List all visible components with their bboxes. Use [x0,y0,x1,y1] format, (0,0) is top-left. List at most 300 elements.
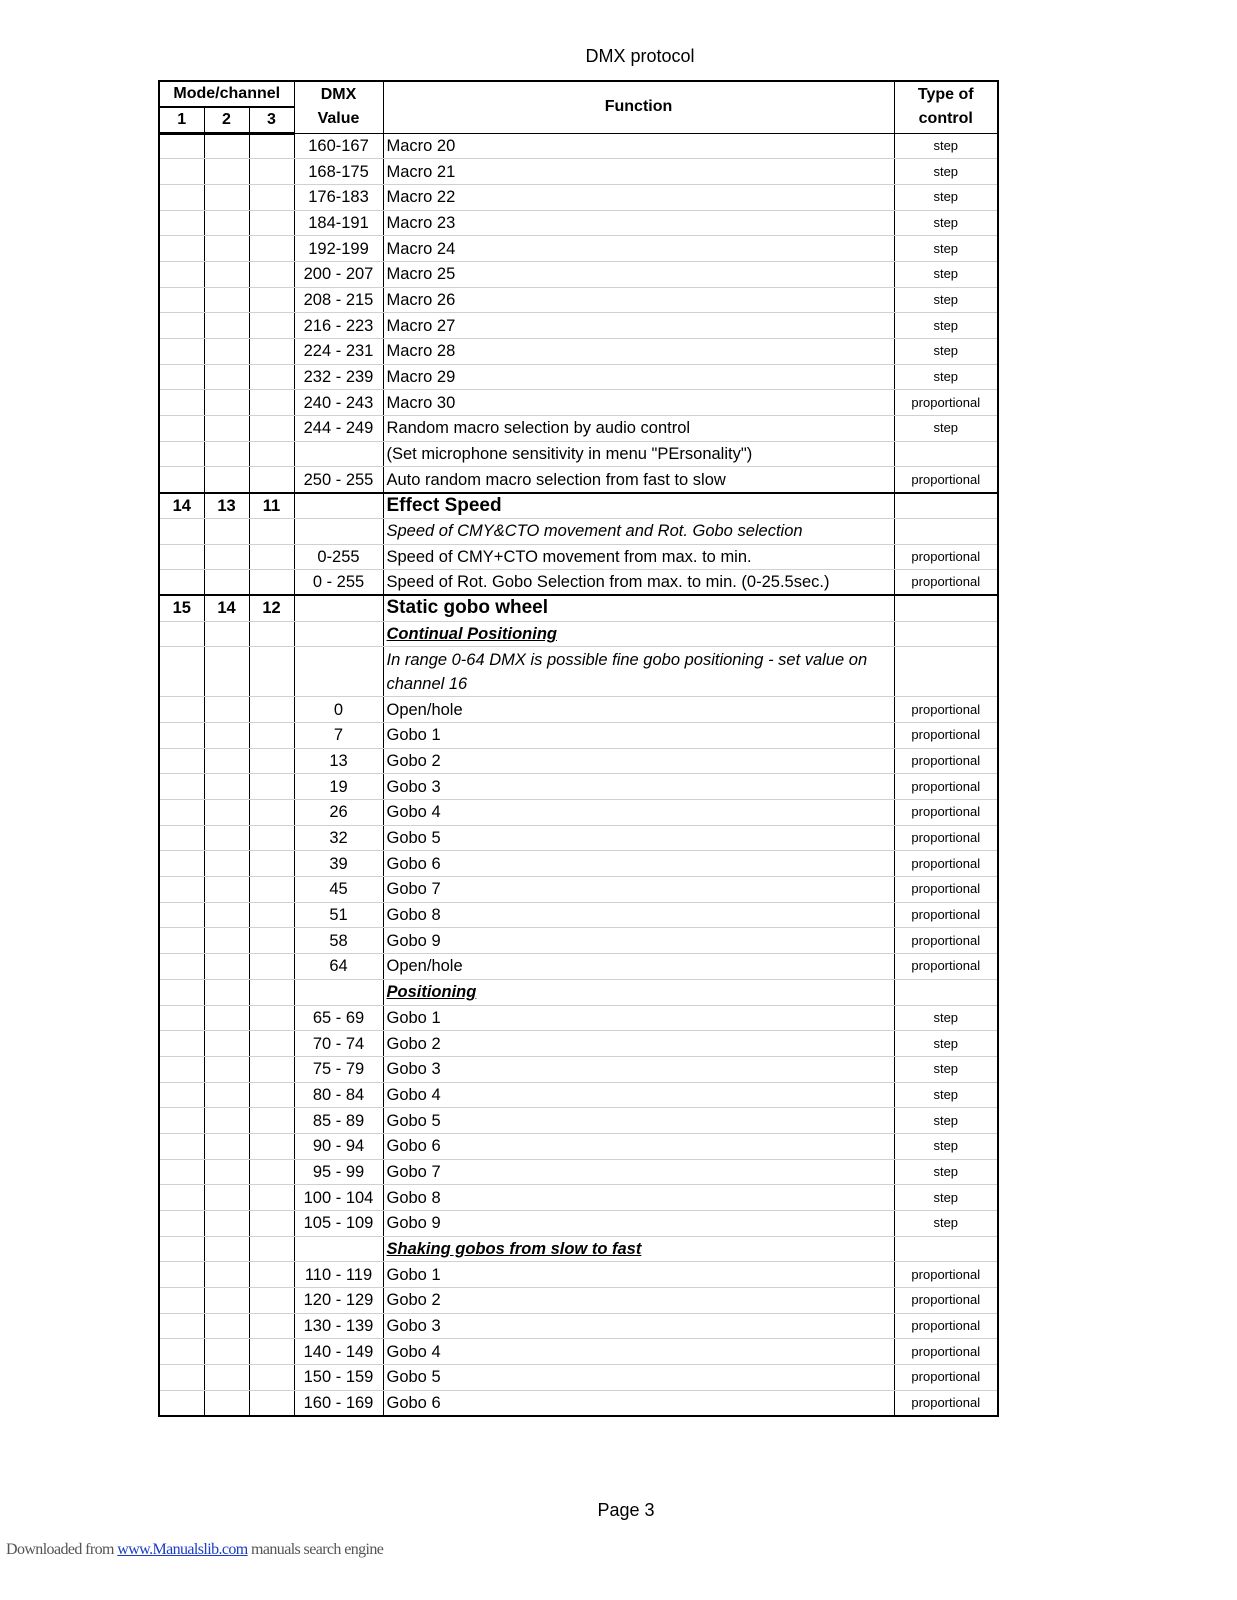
dmx-value-cell: 45 [294,877,383,903]
mode-3-cell [249,544,294,570]
dmx-value-cell: 39 [294,851,383,877]
function-cell: Speed of Rot. Gobo Selection from max. to min. (0-25.5sec.) [383,570,894,596]
dmx-value-cell: 90 - 94 [294,1133,383,1159]
manualslib-link[interactable]: www.Manualslib.com [117,1541,248,1558]
type-header-line2: control [918,110,973,128]
function-cell: Gobo 3 [383,1056,894,1082]
table-row [159,748,998,774]
type-of-control-cell: step [894,313,998,339]
mode-3-cell [249,800,294,826]
type-of-control-cell: step [894,210,998,236]
mode-2-cell [204,570,249,596]
type-of-control-cell: step [894,1031,998,1057]
type-of-control-cell: step [894,416,998,442]
table-row [159,261,998,287]
table-row [159,1288,998,1314]
mode-3-cell [249,1339,294,1365]
mode-3-cell [249,877,294,903]
mode-2-cell [204,1365,249,1391]
mode-2-cell [204,697,249,723]
table-row [159,877,998,903]
mode-2-cell [204,184,249,210]
table-row [159,1005,998,1031]
table-row [159,364,998,390]
type-of-control-header [894,81,998,133]
dmx-value-cell: 200 - 207 [294,261,383,287]
function-cell: Speed of CMY+CTO movement from max. to min. [383,544,894,570]
mode-3-cell [249,1031,294,1057]
mode-2-cell [204,621,249,647]
function-cell: Macro 26 [383,287,894,313]
table-row [159,184,998,210]
mode-3-cell [249,1056,294,1082]
mode-1-cell [159,518,204,544]
function-cell: Gobo 9 [383,1211,894,1237]
dmx-value-cell: 70 - 74 [294,1031,383,1057]
mode-1-cell [159,979,204,1005]
table-row [159,441,998,467]
mode-1-cell [159,1288,204,1314]
type-of-control-cell: step [894,184,998,210]
dmx-value-cell: 105 - 109 [294,1211,383,1237]
function-cell: Gobo 7 [383,1159,894,1185]
mode-2-cell [204,851,249,877]
function-cell: Open/hole [383,697,894,723]
table-row [159,825,998,851]
dmx-value-cell: 0 [294,697,383,723]
mode-2-cell [204,416,249,442]
type-of-control-cell [894,518,998,544]
table-row [159,493,998,519]
table-row [159,1082,998,1108]
type-of-control-cell: step [894,1133,998,1159]
mode-1-cell [159,1031,204,1057]
mode-1-cell [159,1365,204,1391]
function-cell: Continual Positioning [383,621,894,647]
mode-3-cell [249,210,294,236]
function-cell: In range 0-64 DMX is possible fine gobo positioning - set value on channel 16 [383,647,894,697]
mode-2-cell [204,800,249,826]
table-row [159,902,998,928]
function-cell: Gobo 4 [383,800,894,826]
mode-3-cell [249,621,294,647]
mode-1-cell [159,1236,204,1262]
mode-2-cell [204,1185,249,1211]
dmx-value-cell: 0 - 255 [294,570,383,596]
mode-1-cell [159,313,204,339]
mode-1-cell [159,416,204,442]
function-cell: Macro 21 [383,159,894,185]
mode-1-cell [159,544,204,570]
type-of-control-cell: proportional [894,954,998,980]
mode-2-cell [204,1236,249,1262]
mode-3-cell [249,1108,294,1134]
table-row [159,287,998,313]
mode-1-cell [159,825,204,851]
type-of-control-cell: step [894,1005,998,1031]
mode-3-cell [249,287,294,313]
function-cell: Gobo 1 [383,722,894,748]
function-cell: Macro 27 [383,313,894,339]
dmx-value-cell [294,621,383,647]
dmx-value-cell: 168-175 [294,159,383,185]
mode-3-cell [249,261,294,287]
table-row [159,1159,998,1185]
table-row [159,133,998,159]
dmx-header-line1: DMX [320,86,357,104]
mode-1-cell [159,1313,204,1339]
mode-2-cell [204,979,249,1005]
table-row [159,722,998,748]
mode-2-cell [204,133,249,159]
type-of-control-cell: proportional [894,825,998,851]
mode-2-cell [204,1133,249,1159]
type-of-control-cell [894,621,998,647]
mode-2-cell [204,364,249,390]
mode-3-cell [249,1390,294,1416]
function-cell: Auto random macro selection from fast to slow [383,467,894,493]
mode-2-cell [204,518,249,544]
dmx-protocol-table [158,80,999,1417]
table-row [159,1133,998,1159]
dmx-value-cell: 216 - 223 [294,313,383,339]
table-row [159,518,998,544]
table-row [159,1185,998,1211]
function-cell: Open/hole [383,954,894,980]
table-row [159,390,998,416]
mode-2-cell: 14 [204,595,249,621]
footer-prefix: Downloaded from [6,1541,118,1558]
function-cell: Macro 20 [383,133,894,159]
type-of-control-cell: proportional [894,1262,998,1288]
table-row [159,979,998,1005]
mode-3-cell [249,1262,294,1288]
table-row [159,697,998,723]
type-of-control-cell: proportional [894,1313,998,1339]
table-row [159,1390,998,1416]
table-row [159,1236,998,1262]
mode-3-cell [249,184,294,210]
mode-1-cell [159,1056,204,1082]
mode-2-cell [204,236,249,262]
mode-3-cell [249,1159,294,1185]
dmx-value-cell: 160 - 169 [294,1390,383,1416]
function-cell: Gobo 2 [383,1031,894,1057]
function-cell: Gobo 8 [383,1185,894,1211]
dmx-value-cell: 32 [294,825,383,851]
mode-1-cell [159,851,204,877]
table-row [159,210,998,236]
function-cell: Macro 29 [383,364,894,390]
type-of-control-cell: step [894,1082,998,1108]
mode-1-cell [159,1339,204,1365]
dmx-value-cell [294,647,383,697]
dmx-header-line2: Value [317,110,360,128]
dmx-value-header [294,81,383,133]
mode-2-cell: 13 [204,493,249,519]
table-row [159,236,998,262]
mode-3-cell [249,825,294,851]
type-header-line1: Type of [917,86,974,104]
mode-1-cell [159,1108,204,1134]
mode-3-cell [249,1236,294,1262]
dmx-value-cell: 7 [294,722,383,748]
download-footer [6,1541,383,1559]
mode-1-cell [159,390,204,416]
function-cell: Gobo 5 [383,1365,894,1391]
function-cell: Gobo 7 [383,877,894,903]
mode-1-cell [159,159,204,185]
table-row [159,1211,998,1237]
mode-2-cell [204,467,249,493]
function-cell: Gobo 4 [383,1082,894,1108]
type-of-control-cell [894,647,998,697]
mode-1-cell [159,928,204,954]
mode-2-cell [204,1108,249,1134]
function-cell: Random macro selection by audio control [383,416,894,442]
mode-2-cell [204,1082,249,1108]
type-of-control-cell [894,441,998,467]
function-cell: Gobo 4 [383,1339,894,1365]
mode-1-cell [159,1262,204,1288]
mode-1-cell [159,287,204,313]
mode-1-cell [159,1211,204,1237]
dmx-value-cell: 150 - 159 [294,1365,383,1391]
function-cell: Gobo 1 [383,1262,894,1288]
mode-3-cell [249,1133,294,1159]
type-of-control-cell: proportional [894,774,998,800]
type-of-control-cell: step [894,1211,998,1237]
function-cell: Gobo 9 [383,928,894,954]
function-cell: Positioning [383,979,894,1005]
table-row [159,621,998,647]
mode-3-cell [249,1082,294,1108]
mode-1-cell [159,697,204,723]
type-of-control-cell: step [894,1056,998,1082]
mode-2-cell [204,1005,249,1031]
mode-2-cell [204,261,249,287]
mode-3-cell [249,647,294,697]
type-of-control-cell: proportional [894,748,998,774]
table-row [159,1365,998,1391]
dmx-value-cell: 110 - 119 [294,1262,383,1288]
dmx-value-cell: 75 - 79 [294,1056,383,1082]
table-row [159,339,998,365]
mode-1-cell [159,902,204,928]
mode-2-cell [204,954,249,980]
dmx-value-cell [294,493,383,519]
table-row [159,1031,998,1057]
table-row [159,544,998,570]
dmx-value-cell: 244 - 249 [294,416,383,442]
mode-2-cell [204,1313,249,1339]
mode-3-cell [249,467,294,493]
function-cell: Macro 24 [383,236,894,262]
type-of-control-cell: step [894,1108,998,1134]
mode-1-cell [159,877,204,903]
mode-2-cell [204,825,249,851]
page-number: Page 3 [597,1500,655,1520]
table-row [159,647,998,697]
mode-2-cell [204,722,249,748]
function-cell: Macro 28 [383,339,894,365]
dmx-value-cell [294,979,383,1005]
mode-1-cell [159,133,204,159]
dmx-value-cell: 13 [294,748,383,774]
function-cell: Effect Speed [383,493,894,519]
function-cell: Gobo 3 [383,1313,894,1339]
function-cell: Gobo 1 [383,1005,894,1031]
mode-1-cell [159,1159,204,1185]
mode-2-cell [204,544,249,570]
dmx-value-cell [294,595,383,621]
dmx-value-cell: 130 - 139 [294,1313,383,1339]
dmx-value-cell: 250 - 255 [294,467,383,493]
mode-2-cell [204,1339,249,1365]
function-cell: Macro 30 [383,390,894,416]
mode-2-cell [204,210,249,236]
mode-3-cell [249,313,294,339]
function-cell: Speed of CMY&CTO movement and Rot. Gobo selection [383,518,894,544]
type-of-control-cell: proportional [894,800,998,826]
dmx-value-cell [294,1236,383,1262]
table-row [159,1339,998,1365]
function-cell: Gobo 6 [383,851,894,877]
mode-1-cell [159,722,204,748]
mode-1-cell [159,647,204,697]
mode-3-cell [249,1288,294,1314]
mode-1-cell [159,184,204,210]
mode-2-cell [204,390,249,416]
mode-2-cell [204,1031,249,1057]
function-cell: (Set microphone sensitivity in menu "PErsonality") [383,441,894,467]
function-cell: Gobo 6 [383,1133,894,1159]
dmx-value-cell: 85 - 89 [294,1108,383,1134]
mode-3-cell [249,928,294,954]
dmx-value-cell [294,441,383,467]
type-of-control-cell: proportional [894,467,998,493]
type-of-control-cell: proportional [894,928,998,954]
mode-2-cell [204,339,249,365]
mode-1-cell [159,1082,204,1108]
dmx-value-cell: 184-191 [294,210,383,236]
function-cell: Gobo 2 [383,748,894,774]
function-cell: Gobo 5 [383,1108,894,1134]
mode-3-cell [249,722,294,748]
type-of-control-cell: step [894,133,998,159]
mode-2-cell [204,287,249,313]
table-header [159,81,998,133]
dmx-value-cell [294,518,383,544]
mode-2-cell [204,1211,249,1237]
dmx-value-cell: 80 - 84 [294,1082,383,1108]
type-of-control-cell: step [894,236,998,262]
mode-channel-header: Mode/channel [159,81,294,107]
table-row [159,570,998,596]
table-row [159,954,998,980]
footer-suffix: manuals search engine [247,1541,384,1558]
mode-1-cell: 15 [159,595,204,621]
dmx-value-cell: 95 - 99 [294,1159,383,1185]
mode-2-cell [204,928,249,954]
table-row [159,1313,998,1339]
table-row [159,467,998,493]
mode-1-cell [159,1133,204,1159]
function-cell: Gobo 8 [383,902,894,928]
mode-1-cell: 14 [159,493,204,519]
mode-2-cell [204,877,249,903]
type-of-control-cell [894,595,998,621]
mode-1-cell [159,261,204,287]
mode-1-cell [159,1185,204,1211]
mode-1-cell [159,236,204,262]
type-of-control-cell: proportional [894,1339,998,1365]
table-row [159,1262,998,1288]
mode-1-cell [159,954,204,980]
mode-3-cell [249,774,294,800]
mode-2-cell [204,313,249,339]
type-of-control-cell: proportional [894,902,998,928]
mode-3-cell [249,697,294,723]
type-of-control-cell: proportional [894,1390,998,1416]
type-of-control-cell: proportional [894,544,998,570]
mode-2-cell [204,1390,249,1416]
dmx-value-cell: 51 [294,902,383,928]
mode-2-cell [204,1159,249,1185]
function-cell: Shaking gobos from slow to fast [383,1236,894,1262]
table-row [159,159,998,185]
mode-3-cell [249,979,294,1005]
type-of-control-cell: step [894,339,998,365]
function-cell: Gobo 3 [383,774,894,800]
dmx-value-cell: 0-255 [294,544,383,570]
type-of-control-cell [894,979,998,1005]
table-body [159,133,998,1416]
mode-3-cell [249,159,294,185]
mode-3-header: 3 [249,107,294,133]
function-cell: Macro 22 [383,184,894,210]
dmx-value-cell: 26 [294,800,383,826]
page-title: DMX protocol [585,46,695,66]
mode-3-cell [249,902,294,928]
mode-2-cell [204,159,249,185]
dmx-value-cell: 65 - 69 [294,1005,383,1031]
mode-3-cell [249,1365,294,1391]
mode-2-cell [204,748,249,774]
mode-1-cell [159,1390,204,1416]
type-of-control-cell: step [894,364,998,390]
dmx-value-cell: 120 - 129 [294,1288,383,1314]
table-row [159,1108,998,1134]
mode-3-cell [249,416,294,442]
mode-3-cell [249,954,294,980]
mode-1-cell [159,467,204,493]
table-row [159,774,998,800]
function-cell: Static gobo wheel [383,595,894,621]
mode-2-cell [204,1288,249,1314]
dmx-value-cell: 19 [294,774,383,800]
table-row [159,416,998,442]
type-of-control-cell: proportional [894,697,998,723]
dmx-value-cell: 176-183 [294,184,383,210]
mode-1-cell [159,210,204,236]
mode-1-cell [159,441,204,467]
mode-3-cell [249,518,294,544]
type-of-control-cell: proportional [894,877,998,903]
mode-3-cell [249,1185,294,1211]
type-of-control-cell: step [894,159,998,185]
function-cell: Macro 25 [383,261,894,287]
